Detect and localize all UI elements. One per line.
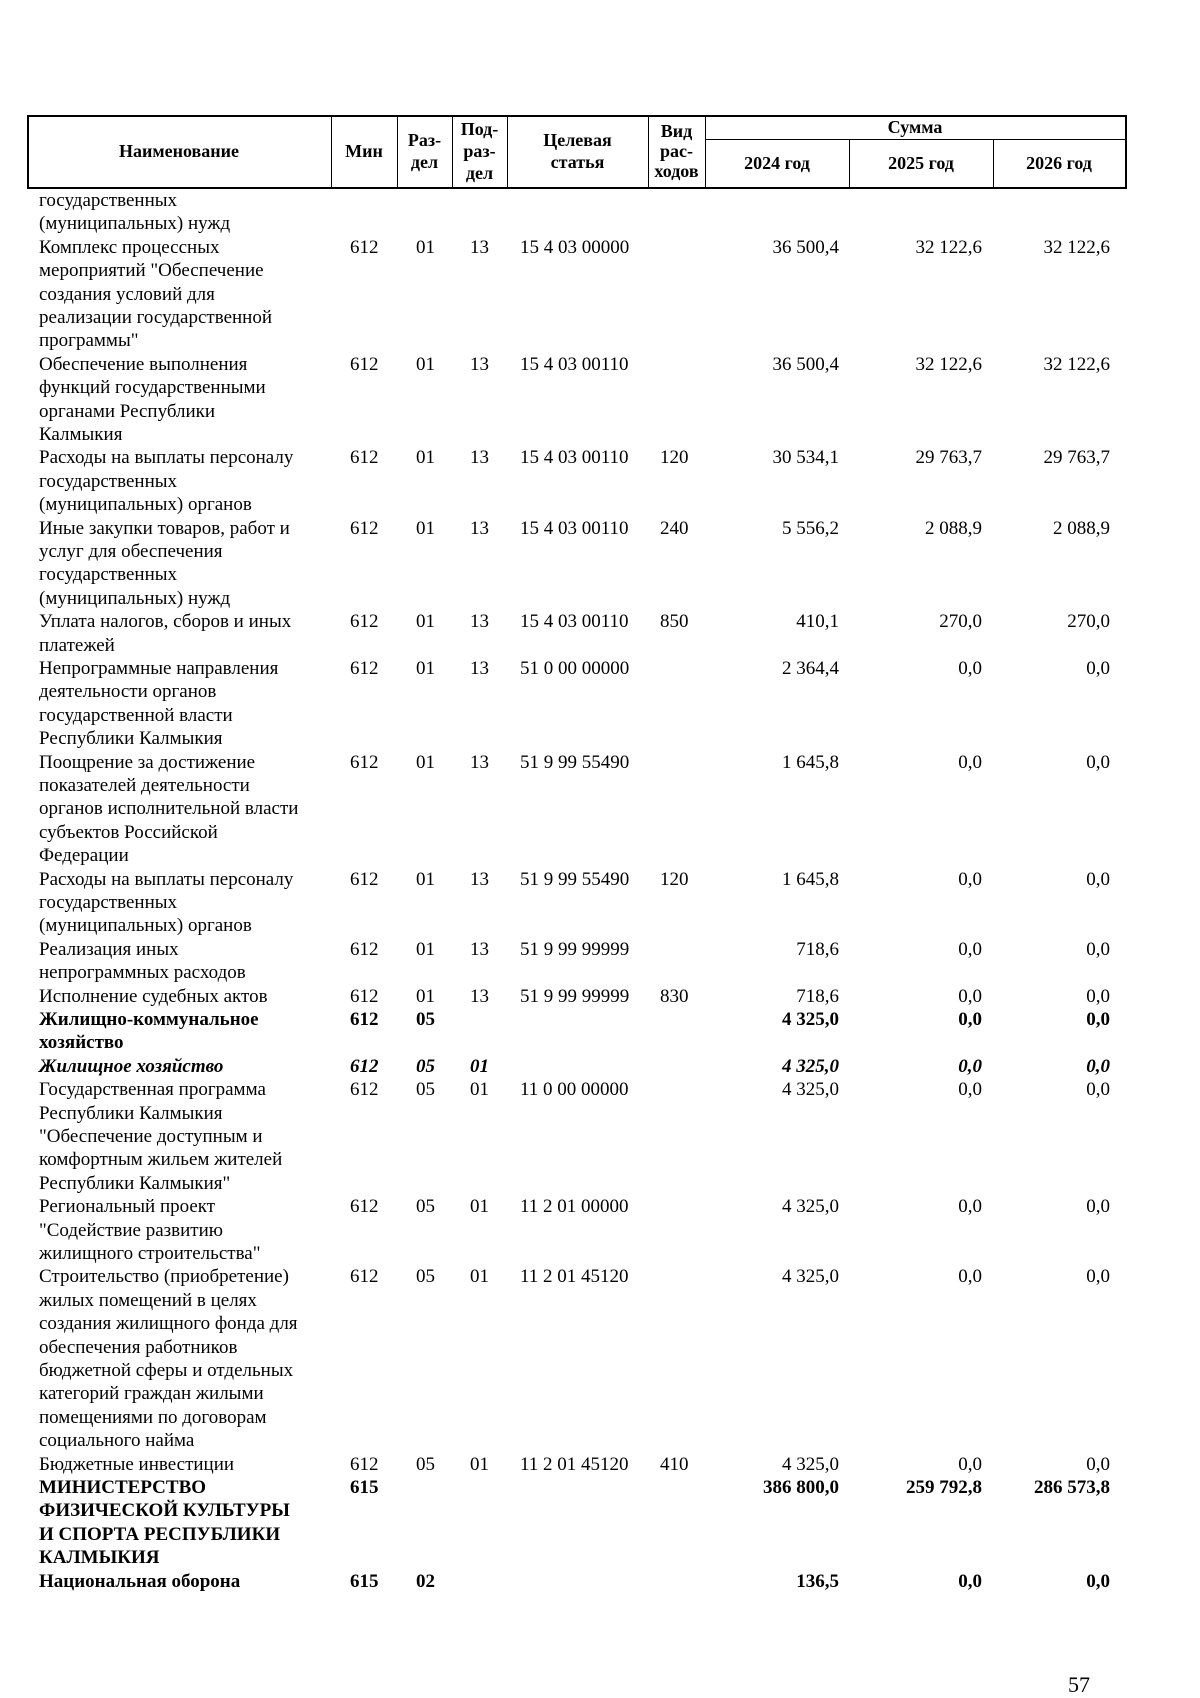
row-sum-2024: 4 325,0 [782, 1266, 839, 1288]
row-sum-2026: 2 088,9 [1053, 517, 1110, 539]
row-name: Бюджетные инвестиции [39, 1453, 235, 1475]
row-razdel: 01 [416, 751, 435, 773]
row-sum-2025: 0,0 [958, 658, 982, 679]
row-podrazdel: 01 [470, 1196, 489, 1218]
row-razdel: 05 [416, 1009, 435, 1030]
row-sum-2025: 0,0 [958, 1009, 982, 1030]
table-row [0, 1570, 1200, 1593]
row-razdel: 01 [416, 353, 435, 375]
row-sum-2024: 4 325,0 [782, 1196, 839, 1218]
row-razdel: 05 [416, 1453, 435, 1475]
row-name: Строительство (приобретение) жилых помещений в целях создания жилищного фонда для обеспечения работников бюджетной сферы и отдельных категорий граждан жилыми помещениями по договорам социального найма [39, 1266, 298, 1452]
table-row [0, 517, 1200, 611]
table-row [0, 1055, 1200, 1078]
col-header-razdel: Раз- дел [407, 130, 442, 172]
row-name: Региональный проект "Содействие развитию жилищного строительства" [39, 1196, 261, 1264]
row-sum-2024: 718,6 [796, 938, 839, 960]
row-sum-2025: 0,0 [958, 1055, 982, 1077]
row-min: 612 [350, 658, 379, 679]
row-sum-2024: 386 800,0 [763, 1477, 839, 1498]
row-celevaya: 15 4 03 00110 [520, 447, 629, 469]
row-sum-2026: 0,0 [1086, 1266, 1110, 1288]
row-razdel: 01 [416, 447, 435, 469]
row-razdel: 02 [416, 1570, 435, 1592]
row-celevaya: 15 4 03 00110 [520, 611, 629, 633]
table-row [0, 1453, 1200, 1476]
row-sum-2024: 1 645,8 [782, 751, 839, 773]
row-sum-2025: 0,0 [958, 1196, 982, 1218]
row-name: Расходы на выплаты персоналу государственных (муниципальных) органов [39, 447, 294, 516]
row-sum-2026: 0,0 [1086, 938, 1110, 960]
row-sum-2026: 29 763,7 [1043, 447, 1110, 469]
row-celevaya: 51 0 00 00000 [520, 658, 630, 679]
table-row [0, 610, 1200, 657]
row-sum-2026: 32 122,6 [1043, 236, 1110, 258]
row-celevaya: 51 9 99 99999 [520, 985, 630, 1007]
row-celevaya: 51 9 99 99999 [520, 938, 630, 960]
table-row [0, 446, 1200, 516]
page-number: 57 [1068, 1672, 1090, 1697]
row-sum-2026: 32 122,6 [1043, 353, 1110, 375]
row-name: Жилищно-коммунальное хозяйство [39, 1009, 259, 1054]
table-row [0, 868, 1200, 938]
row-vid: 120 [660, 447, 689, 469]
table-header [27, 115, 1125, 187]
table-row [0, 657, 1200, 751]
row-min: 612 [350, 985, 379, 1007]
row-min: 612 [350, 236, 379, 258]
row-min: 615 [350, 1570, 379, 1592]
row-celevaya: 15 4 03 00000 [520, 236, 630, 258]
row-sum-2026: 0,0 [1086, 1196, 1110, 1218]
row-name: МИНИСТЕРСТВО ФИЗИЧЕСКОЙ КУЛЬТУРЫ И СПОРТА РЕСПУБЛИКИ КАЛМЫКИЯ [39, 1477, 290, 1569]
row-name: Обеспечение выполнения функций государственными органами Республики Калмыкия [39, 353, 266, 446]
row-min: 612 [350, 1009, 379, 1030]
row-sum-2024: 1 645,8 [782, 868, 839, 890]
row-razdel: 01 [416, 611, 435, 633]
row-name: Расходы на выплаты персоналу государственных (муниципальных) органов [39, 868, 294, 937]
row-vid: 830 [660, 985, 689, 1007]
row-vid: 240 [660, 517, 689, 539]
row-sum-2026: 0,0 [1086, 1055, 1110, 1077]
col-header-podrazdel: Под- раз- дел [460, 119, 499, 183]
col-header-2026: 2026 год [1026, 153, 1092, 173]
col-header-vid: Вид рас- ходов [654, 121, 699, 181]
row-sum-2026: 270,0 [1067, 611, 1110, 633]
row-min: 612 [350, 751, 379, 773]
row-sum-2025: 0,0 [958, 1079, 982, 1101]
row-min: 612 [350, 1196, 379, 1218]
row-min: 612 [350, 611, 379, 633]
row-podrazdel: 13 [470, 868, 489, 890]
row-sum-2024: 4 325,0 [782, 1453, 839, 1475]
row-sum-2024: 410,1 [796, 611, 839, 633]
row-sum-2024: 4 325,0 [782, 1055, 839, 1077]
row-podrazdel: 13 [470, 517, 489, 539]
row-sum-2026: 0,0 [1086, 985, 1110, 1007]
row-name: Непрограммные направления деятельности органов государственной власти Республики Калмыкия [39, 658, 279, 750]
row-sum-2025: 0,0 [958, 1570, 982, 1592]
row-name: Комплекс процессных мероприятий "Обеспечение создания условий для реализации государственной программы" [39, 236, 273, 352]
row-podrazdel: 13 [470, 985, 489, 1007]
row-sum-2025: 0,0 [958, 1266, 982, 1288]
row-razdel: 01 [416, 517, 435, 539]
table-row [0, 938, 1200, 985]
row-sum-2025: 0,0 [958, 751, 982, 773]
row-sum-2025: 2 088,9 [925, 517, 982, 539]
row-celevaya: 11 2 01 45120 [520, 1266, 629, 1288]
row-sum-2025: 0,0 [958, 985, 982, 1007]
row-sum-2024: 5 556,2 [782, 517, 839, 539]
row-min: 612 [350, 353, 379, 375]
row-min: 612 [350, 938, 379, 960]
row-razdel: 01 [416, 938, 435, 960]
row-name: Поощрение за достижение показателей деятельности органов исполнительной власти субъектов Российской Федерации [39, 751, 299, 867]
row-min: 612 [350, 517, 379, 539]
table-row [0, 751, 1200, 868]
row-celevaya: 51 9 99 55490 [520, 868, 630, 890]
row-celevaya: 51 9 99 55490 [520, 751, 630, 773]
row-podrazdel: 13 [470, 938, 489, 960]
row-sum-2025: 0,0 [958, 868, 982, 890]
row-name: Исполнение судебных актов [39, 985, 268, 1007]
table-row [0, 985, 1200, 1008]
row-podrazdel: 13 [470, 658, 489, 679]
col-header-name: Наименование [119, 141, 239, 161]
row-sum-2024: 136,5 [796, 1570, 839, 1592]
row-sum-2025: 32 122,6 [915, 236, 982, 258]
row-celevaya: 11 0 00 00000 [520, 1079, 629, 1101]
row-sum-2025: 29 763,7 [915, 447, 982, 469]
row-sum-2026: 286 573,8 [1034, 1477, 1110, 1498]
col-header-summa: Сумма [887, 117, 943, 137]
row-podrazdel: 01 [470, 1079, 489, 1101]
row-sum-2026: 0,0 [1086, 1570, 1110, 1592]
row-name: Иные закупки товаров, работ и услуг для обеспечения государственных (муниципальных) нужд [39, 517, 290, 609]
row-razdel: 01 [416, 236, 435, 258]
row-name: Реализация иных непрограммных расходов [39, 938, 246, 984]
row-min: 612 [350, 1079, 379, 1101]
col-header-2025: 2025 год [888, 153, 954, 173]
row-sum-2025: 259 792,8 [906, 1477, 982, 1498]
table-row [0, 236, 1200, 353]
row-sum-2025: 0,0 [958, 1453, 982, 1475]
table-row [0, 189, 1200, 236]
row-min: 615 [350, 1477, 379, 1498]
row-sum-2024: 4 325,0 [782, 1079, 839, 1101]
row-razdel: 01 [416, 658, 435, 679]
row-podrazdel: 13 [470, 751, 489, 773]
row-podrazdel: 01 [470, 1453, 489, 1475]
row-sum-2026: 0,0 [1086, 658, 1110, 679]
table-row [0, 1195, 1200, 1265]
row-sum-2024: 2 364,4 [782, 658, 839, 679]
row-name: государственных (муниципальных) нужд [39, 190, 231, 235]
row-sum-2024: 718,6 [796, 985, 839, 1007]
row-min: 612 [350, 1266, 379, 1288]
col-header-min: Мин [345, 141, 383, 161]
row-razdel: 05 [416, 1079, 435, 1101]
col-header-celevaya: Целевая статья [543, 130, 612, 172]
row-podrazdel: 13 [470, 611, 489, 633]
row-sum-2025: 32 122,6 [915, 353, 982, 375]
row-celevaya: 15 4 03 00110 [520, 517, 629, 539]
table-row [0, 1078, 1200, 1195]
table-row [0, 353, 1200, 447]
row-razdel: 05 [416, 1196, 435, 1218]
row-vid: 410 [660, 1453, 689, 1475]
row-min: 612 [350, 447, 379, 469]
row-podrazdel: 13 [470, 236, 489, 258]
row-sum-2026: 0,0 [1086, 1453, 1110, 1475]
row-celevaya: 15 4 03 00110 [520, 353, 629, 375]
row-podrazdel: 13 [470, 447, 489, 469]
row-min: 612 [350, 1453, 379, 1475]
row-name: Уплата налогов, сборов и иных платежей [39, 611, 292, 656]
row-name: Государственная программа Республики Калмыкия "Обеспечение доступным и комфортным жильем жителей Республики Калмыкия" [39, 1079, 283, 1194]
table-row [0, 1265, 1200, 1452]
row-min: 612 [350, 1055, 379, 1077]
row-min: 612 [350, 868, 379, 890]
table-row [0, 1476, 1200, 1570]
row-vid: 850 [660, 611, 689, 633]
row-podrazdel: 13 [470, 353, 489, 375]
row-sum-2026: 0,0 [1086, 1079, 1110, 1101]
row-sum-2026: 0,0 [1086, 751, 1110, 773]
row-celevaya: 11 2 01 00000 [520, 1196, 629, 1218]
row-podrazdel: 01 [470, 1266, 489, 1288]
row-sum-2025: 270,0 [939, 611, 982, 633]
row-razdel: 05 [416, 1055, 435, 1077]
row-celevaya: 11 2 01 45120 [520, 1453, 629, 1475]
row-sum-2026: 0,0 [1086, 1009, 1110, 1030]
col-header-2024: 2024 год [744, 153, 810, 173]
row-razdel: 01 [416, 868, 435, 890]
row-podrazdel: 01 [470, 1055, 489, 1077]
row-vid: 120 [660, 868, 689, 890]
table-row [0, 1008, 1200, 1055]
row-sum-2024: 36 500,4 [772, 236, 839, 258]
row-razdel: 01 [416, 985, 435, 1007]
row-sum-2024: 4 325,0 [782, 1009, 839, 1030]
row-name: Национальная оборона [39, 1570, 241, 1592]
row-razdel: 05 [416, 1266, 435, 1288]
row-sum-2026: 0,0 [1086, 868, 1110, 890]
row-sum-2024: 36 500,4 [772, 353, 839, 375]
row-sum-2024: 30 534,1 [772, 447, 839, 469]
row-sum-2025: 0,0 [958, 938, 982, 960]
row-name: Жилищное хозяйство [39, 1055, 224, 1077]
